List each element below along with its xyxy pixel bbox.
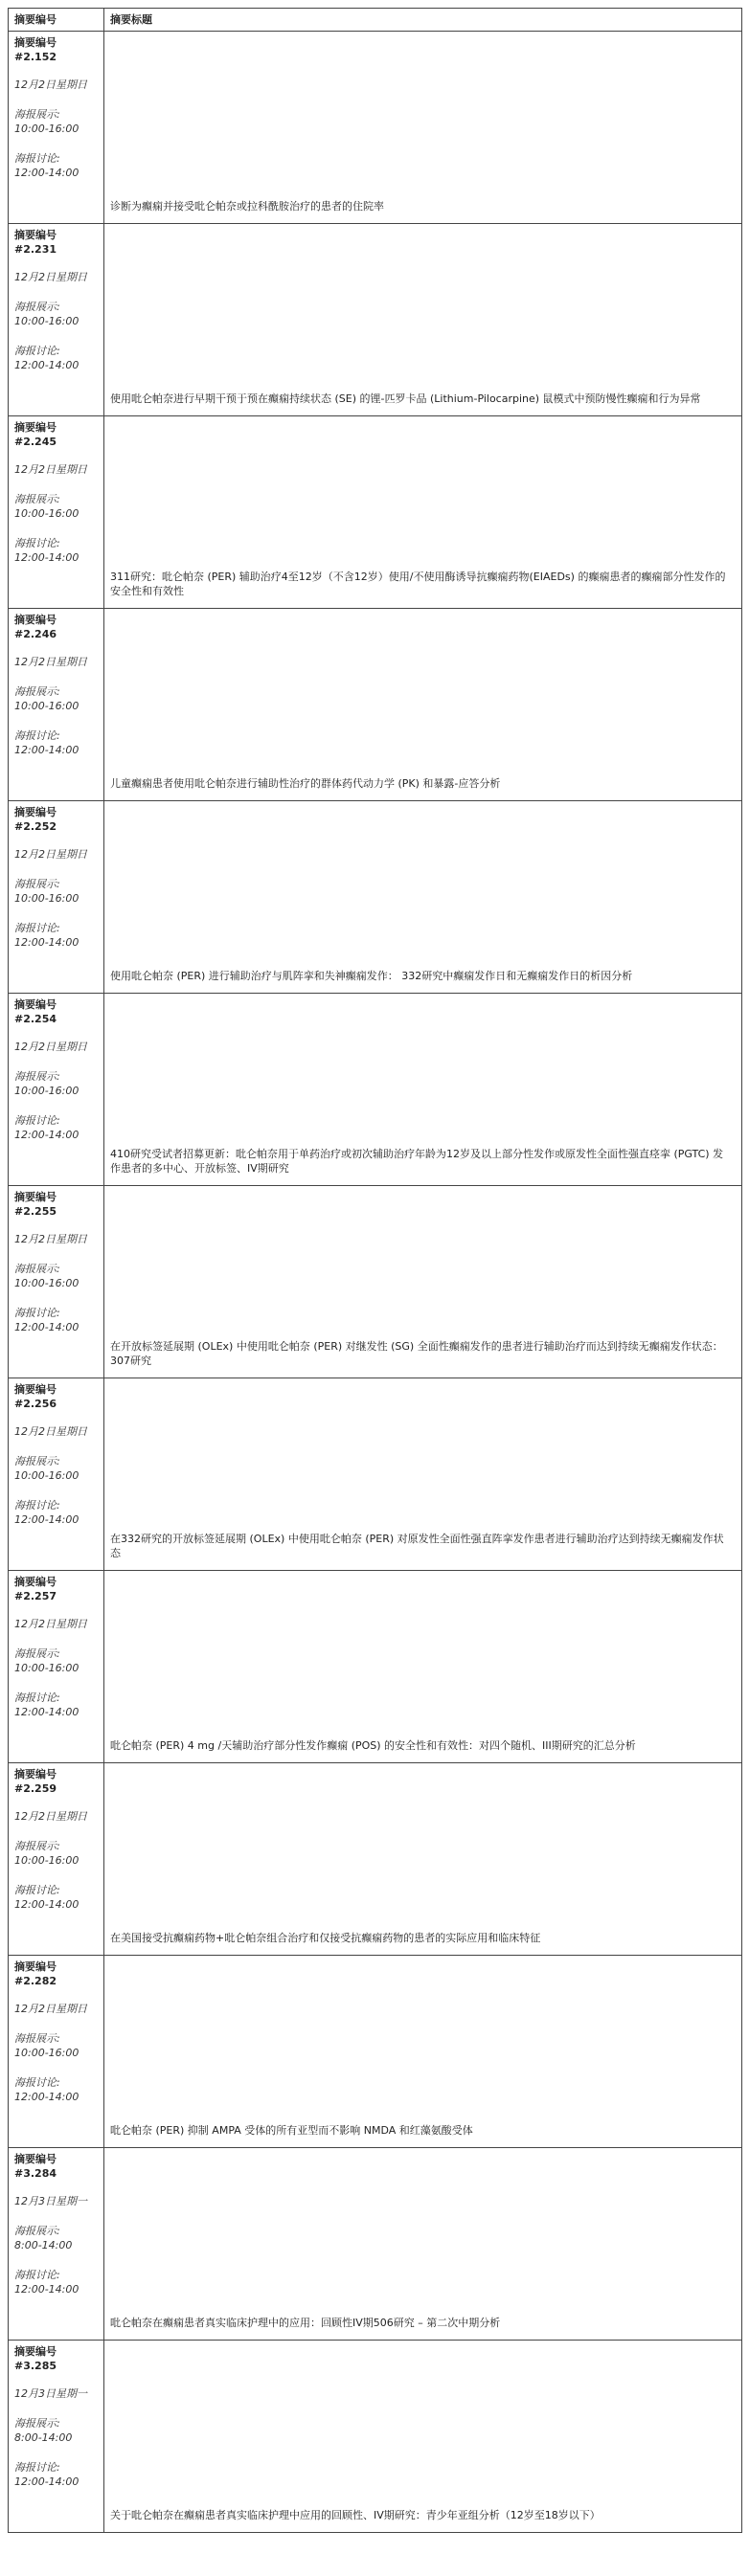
abstract-meta-cell <box>9 609 104 801</box>
abstract-title: 在332研究的开放标签延展期 (OLEx) 中使用吡仑帕奈 (PER) 对原发性全面性强直阵挛发作患者进行辅助治疗达到持续无癫痫发作状态 <box>110 1533 724 1559</box>
table-row <box>9 1571 742 1763</box>
discussion-label: 海报讨论: <box>14 152 60 165</box>
abstract-title: 诊断为癫痫并接受吡仑帕奈或拉科酰胺治疗的患者的住院率 <box>110 200 384 213</box>
abstract-title-cell <box>104 416 742 609</box>
header-abstract-title: 摘要标题 <box>104 9 742 32</box>
abstract-table-container <box>8 8 741 2533</box>
table-row <box>9 2341 742 2533</box>
abstract-id: 摘要编号#3.285 <box>14 2345 57 2372</box>
abstract-id: 摘要编号#2.255 <box>14 1191 57 1218</box>
table-row <box>9 416 742 609</box>
discussion-label: 海报讨论: <box>14 1691 60 1704</box>
header-abstract-id: 摘要编号 <box>9 9 104 32</box>
poster-label: 海报展示: <box>14 1455 60 1467</box>
poster-time: 10:00-16:00 <box>14 1085 79 1097</box>
abstract-meta-cell <box>9 1571 104 1763</box>
poster-label: 海报展示: <box>14 2417 60 2430</box>
discussion-time: 12:00-14:00 <box>14 936 79 949</box>
abstract-title-cell <box>104 32 742 224</box>
abstract-title-cell <box>104 224 742 416</box>
table-body <box>9 32 742 2533</box>
abstract-title-cell <box>104 2148 742 2341</box>
abstract-meta-cell <box>9 801 104 994</box>
abstract-meta-cell <box>9 1763 104 1956</box>
table-row <box>9 224 742 416</box>
poster-time: 10:00-16:00 <box>14 1662 79 1674</box>
table-row <box>9 1763 742 1956</box>
session-date: 12月2日星期日 <box>14 1233 87 1245</box>
abstract-id: 摘要编号#2.256 <box>14 1383 57 1410</box>
poster-time: 10:00-16:00 <box>14 123 79 135</box>
table-row <box>9 32 742 224</box>
discussion-time: 12:00-14:00 <box>14 359 79 371</box>
discussion-time: 12:00-14:00 <box>14 2091 79 2103</box>
discussion-time: 12:00-14:00 <box>14 744 79 756</box>
poster-label: 海报展示: <box>14 1263 60 1275</box>
discussion-label: 海报讨论: <box>14 2461 60 2474</box>
session-date: 12月3日星期一 <box>14 2195 87 2207</box>
table-row <box>9 2148 742 2341</box>
abstract-id: 摘要编号#2.231 <box>14 229 57 256</box>
abstract-id: 摘要编号#2.246 <box>14 614 57 640</box>
session-date: 12月2日星期日 <box>14 78 87 91</box>
discussion-time: 12:00-14:00 <box>14 1513 79 1526</box>
abstract-title: 吡仑帕奈在癫痫患者真实临床护理中的应用：回顾性IV期506研究 – 第二次中期分析 <box>110 2317 501 2329</box>
table-row <box>9 1956 742 2148</box>
discussion-label: 海报讨论: <box>14 729 60 742</box>
abstract-title: 在美国接受抗癫痫药物+吡仑帕奈组合治疗和仅接受抗癫痫药物的患者的实际应用和临床特征 <box>110 1932 541 1944</box>
table-row <box>9 1186 742 1378</box>
discussion-time: 12:00-14:00 <box>14 2475 79 2488</box>
abstract-meta-cell <box>9 1378 104 1571</box>
poster-label: 海报展示: <box>14 493 60 505</box>
abstract-title: 儿童癫痫患者使用吡仑帕奈进行辅助性治疗的群体药代动力学 (PK) 和暴露-应答分析 <box>110 777 501 790</box>
abstract-title-cell <box>104 1571 742 1763</box>
table-row <box>9 801 742 994</box>
poster-time: 10:00-16:00 <box>14 700 79 712</box>
discussion-time: 12:00-14:00 <box>14 167 79 179</box>
abstract-title: 吡仑帕奈 (PER) 4 mg /天辅助治疗部分性发作癫痫 (POS) 的安全性和有效性：对四个随机、III期研究的汇总分析 <box>110 1739 636 1752</box>
discussion-label: 海报讨论: <box>14 922 60 934</box>
session-date: 12月2日星期日 <box>14 2003 87 2015</box>
table-row <box>9 609 742 801</box>
session-date: 12月3日星期一 <box>14 2387 87 2400</box>
abstract-title-cell <box>104 1186 742 1378</box>
session-date: 12月2日星期日 <box>14 271 87 283</box>
abstract-meta-cell <box>9 32 104 224</box>
poster-label: 海报展示: <box>14 108 60 121</box>
session-date: 12月2日星期日 <box>14 1618 87 1630</box>
abstract-id: 摘要编号#2.252 <box>14 806 57 833</box>
abstract-title: 311研究：吡仑帕奈 (PER) 辅助治疗4至12岁（不含12岁）使用/不使用酶诱导抗癫痫药物(EIAEDs) 的癫痫患者的癫痫部分性发作的安全性和有效性 <box>110 571 726 597</box>
abstract-title: 使用吡仑帕奈进行早期干预于预在癫痫持续状态 (SE) 的锂-匹罗卡品 (Lithium-Pilocarpine) 鼠模式中预防慢性癫痫和行为异常 <box>110 392 701 405</box>
session-date: 12月2日星期日 <box>14 1041 87 1053</box>
abstract-title-cell <box>104 2341 742 2533</box>
abstract-id: 摘要编号#2.282 <box>14 1960 57 1987</box>
discussion-label: 海报讨论: <box>14 1884 60 1896</box>
discussion-label: 海报讨论: <box>14 1499 60 1512</box>
abstract-title-cell <box>104 1763 742 1956</box>
table-header-row <box>9 9 742 32</box>
abstract-meta-cell <box>9 2148 104 2341</box>
table-row <box>9 994 742 1186</box>
discussion-label: 海报讨论: <box>14 2269 60 2281</box>
poster-time: 8:00-14:00 <box>14 2239 73 2251</box>
abstract-meta-cell <box>9 994 104 1186</box>
poster-label: 海报展示: <box>14 1070 60 1083</box>
abstract-title: 吡仑帕奈 (PER) 抑制 AMPA 受体的所有亚型而不影响 NMDA 和红藻氨酸受体 <box>110 2124 473 2137</box>
abstract-meta-cell <box>9 224 104 416</box>
poster-time: 10:00-16:00 <box>14 892 79 905</box>
abstract-meta-cell <box>9 2341 104 2533</box>
poster-label: 海报展示: <box>14 1840 60 1852</box>
abstract-meta-cell <box>9 1186 104 1378</box>
abstract-id: 摘要编号#2.245 <box>14 421 57 448</box>
poster-label: 海报展示: <box>14 2032 60 2045</box>
poster-label: 海报展示: <box>14 2225 60 2237</box>
poster-label: 海报展示: <box>14 1647 60 1660</box>
session-date: 12月2日星期日 <box>14 463 87 476</box>
discussion-time: 12:00-14:00 <box>14 551 79 564</box>
discussion-time: 12:00-14:00 <box>14 2283 79 2296</box>
abstract-title-cell <box>104 1956 742 2148</box>
discussion-time: 12:00-14:00 <box>14 1321 79 1333</box>
discussion-time: 12:00-14:00 <box>14 1898 79 1911</box>
session-date: 12月2日星期日 <box>14 656 87 668</box>
poster-time: 10:00-16:00 <box>14 1277 79 1289</box>
discussion-label: 海报讨论: <box>14 345 60 357</box>
abstract-meta-cell <box>9 1956 104 2148</box>
discussion-label: 海报讨论: <box>14 2076 60 2089</box>
abstract-title: 使用吡仑帕奈 (PER) 进行辅助治疗与肌阵挛和失神癫痫发作： 332研究中癫痫发作日和无癫痫发作日的析因分析 <box>110 970 633 982</box>
poster-label: 海报展示: <box>14 878 60 890</box>
abstract-title: 410研究受试者招募更新：吡仑帕奈用于单药治疗或初次辅助治疗年龄为12岁及以上部分性发作或原发性全面性强直痉挛 (PGTC) 发作患者的多中心、开放标签、IV期研究 <box>110 1148 724 1175</box>
session-date: 12月2日星期日 <box>14 848 87 861</box>
abstract-title-cell <box>104 801 742 994</box>
abstract-title-cell <box>104 1378 742 1571</box>
table-row <box>9 1378 742 1571</box>
poster-time: 10:00-16:00 <box>14 315 79 327</box>
discussion-label: 海报讨论: <box>14 1114 60 1127</box>
abstract-id: 摘要编号#3.284 <box>14 2153 57 2180</box>
poster-time: 8:00-14:00 <box>14 2431 73 2444</box>
abstract-id: 摘要编号#2.254 <box>14 998 57 1025</box>
abstract-title: 在开放标签延展期 (OLEx) 中使用吡仑帕奈 (PER) 对继发性 (SG) 全面性癫痫发作的患者进行辅助治疗而达到持续无癫痫发作状态：307研究 <box>110 1340 723 1367</box>
discussion-label: 海报讨论: <box>14 537 60 549</box>
poster-label: 海报展示: <box>14 685 60 698</box>
abstract-title-cell <box>104 994 742 1186</box>
poster-time: 10:00-16:00 <box>14 507 79 520</box>
session-date: 12月2日星期日 <box>14 1425 87 1438</box>
poster-time: 10:00-16:00 <box>14 2047 79 2059</box>
discussion-label: 海报讨论: <box>14 1307 60 1319</box>
abstract-id: 摘要编号#2.152 <box>14 36 57 63</box>
abstract-table <box>8 8 742 2533</box>
session-date: 12月2日星期日 <box>14 1810 87 1823</box>
poster-time: 10:00-16:00 <box>14 1854 79 1867</box>
abstract-meta-cell <box>9 416 104 609</box>
poster-time: 10:00-16:00 <box>14 1469 79 1482</box>
discussion-time: 12:00-14:00 <box>14 1706 79 1718</box>
discussion-time: 12:00-14:00 <box>14 1129 79 1141</box>
abstract-id: 摘要编号#2.257 <box>14 1576 57 1602</box>
poster-label: 海报展示: <box>14 301 60 313</box>
abstract-id: 摘要编号#2.259 <box>14 1768 57 1795</box>
abstract-title-cell <box>104 609 742 801</box>
abstract-title: 关于吡仑帕奈在癫痫患者真实临床护理中应用的回顾性、IV期研究：青少年亚组分析（12岁至18岁以下） <box>110 2509 601 2521</box>
